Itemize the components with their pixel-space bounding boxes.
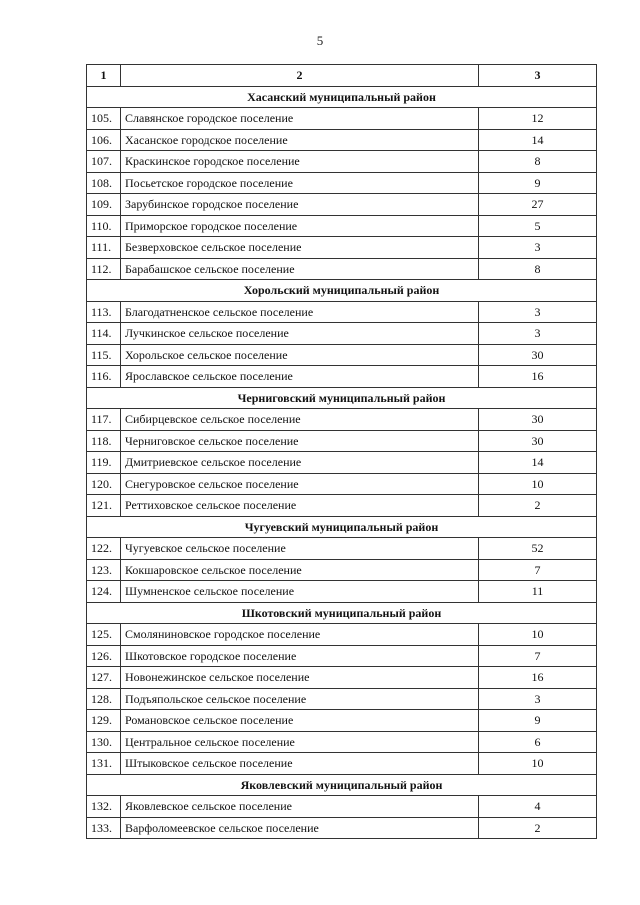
value-cell: 3	[479, 323, 597, 345]
settlement-name-cell: Чугуевское сельское поселение	[121, 538, 479, 560]
table-row	[87, 581, 597, 603]
settlement-name-cell: Лучкинское сельское поселение	[121, 323, 479, 345]
row-number-cell: 108.	[87, 172, 121, 194]
table-row	[87, 688, 597, 710]
district-title: Шкотовский муниципальный район	[87, 602, 597, 624]
value-cell: 10	[479, 473, 597, 495]
settlement-name-cell: Центральное сельское поселение	[121, 731, 479, 753]
row-number-cell: 118.	[87, 430, 121, 452]
value-cell: 10	[479, 624, 597, 646]
table-row	[87, 129, 597, 151]
row-number-cell: 126.	[87, 645, 121, 667]
district-section-row	[87, 280, 597, 302]
table-row	[87, 645, 597, 667]
table-row	[87, 559, 597, 581]
value-cell: 10	[479, 753, 597, 775]
district-title: Хасанский муниципальный район	[87, 86, 597, 108]
value-cell: 5	[479, 215, 597, 237]
district-title: Хорольский муниципальный район	[87, 280, 597, 302]
table-row	[87, 430, 597, 452]
district-section-row	[87, 387, 597, 409]
value-cell: 2	[479, 817, 597, 839]
value-cell: 8	[479, 258, 597, 280]
district-section-row	[87, 602, 597, 624]
value-cell: 6	[479, 731, 597, 753]
value-cell: 3	[479, 237, 597, 259]
settlements-table	[86, 64, 597, 839]
row-number-cell: 110.	[87, 215, 121, 237]
table-row	[87, 151, 597, 173]
table-row	[87, 301, 597, 323]
settlement-name-cell: Смоляниновское городское поселение	[121, 624, 479, 646]
settlement-name-cell: Снегуровское сельское поселение	[121, 473, 479, 495]
column-header-1: 1	[87, 65, 121, 87]
table-row	[87, 817, 597, 839]
settlement-name-cell: Барабашское сельское поселение	[121, 258, 479, 280]
row-number-cell: 129.	[87, 710, 121, 732]
table-row	[87, 452, 597, 474]
table-row	[87, 215, 597, 237]
settlement-name-cell: Дмитриевское сельское поселение	[121, 452, 479, 474]
settlement-name-cell: Штыковское сельское поселение	[121, 753, 479, 775]
row-number-cell: 133.	[87, 817, 121, 839]
table-header-row	[87, 65, 597, 87]
settlement-name-cell: Яковлевское сельское поселение	[121, 796, 479, 818]
row-number-cell: 119.	[87, 452, 121, 474]
value-cell: 11	[479, 581, 597, 603]
column-header-2: 2	[121, 65, 479, 87]
settlement-name-cell: Ярославское сельское поселение	[121, 366, 479, 388]
settlement-name-cell: Приморское городское поселение	[121, 215, 479, 237]
row-number-cell: 132.	[87, 796, 121, 818]
row-number-cell: 114.	[87, 323, 121, 345]
table-row	[87, 323, 597, 345]
table-row	[87, 538, 597, 560]
value-cell: 8	[479, 151, 597, 173]
district-section-row	[87, 516, 597, 538]
value-cell: 30	[479, 344, 597, 366]
row-number-cell: 130.	[87, 731, 121, 753]
table-row	[87, 495, 597, 517]
table-row	[87, 731, 597, 753]
settlement-name-cell: Шумненское сельское поселение	[121, 581, 479, 603]
value-cell: 4	[479, 796, 597, 818]
settlement-name-cell: Кокшаровское сельское поселение	[121, 559, 479, 581]
value-cell: 14	[479, 452, 597, 474]
settlement-name-cell: Краскинское городское поселение	[121, 151, 479, 173]
settlement-name-cell: Безверховское сельское поселение	[121, 237, 479, 259]
district-title: Чугуевский муниципальный район	[87, 516, 597, 538]
table-row	[87, 237, 597, 259]
settlement-name-cell: Славянское городское поселение	[121, 108, 479, 130]
value-cell: 16	[479, 366, 597, 388]
settlement-name-cell: Сибирцевское сельское поселение	[121, 409, 479, 431]
row-number-cell: 106.	[87, 129, 121, 151]
row-number-cell: 123.	[87, 559, 121, 581]
district-section-row	[87, 86, 597, 108]
district-title: Яковлевский муниципальный район	[87, 774, 597, 796]
row-number-cell: 128.	[87, 688, 121, 710]
table-row	[87, 344, 597, 366]
value-cell: 52	[479, 538, 597, 560]
table-row	[87, 473, 597, 495]
row-number-cell: 120.	[87, 473, 121, 495]
value-cell: 3	[479, 301, 597, 323]
value-cell: 7	[479, 559, 597, 581]
table-row	[87, 258, 597, 280]
row-number-cell: 107.	[87, 151, 121, 173]
value-cell: 2	[479, 495, 597, 517]
value-cell: 7	[479, 645, 597, 667]
row-number-cell: 111.	[87, 237, 121, 259]
value-cell: 3	[479, 688, 597, 710]
table-row	[87, 172, 597, 194]
row-number-cell: 109.	[87, 194, 121, 216]
table-body	[87, 86, 597, 839]
row-number-cell: 105.	[87, 108, 121, 130]
table-row	[87, 667, 597, 689]
value-cell: 14	[479, 129, 597, 151]
row-number-cell: 131.	[87, 753, 121, 775]
value-cell: 30	[479, 430, 597, 452]
value-cell: 9	[479, 710, 597, 732]
settlement-name-cell: Варфоломеевское сельское поселение	[121, 817, 479, 839]
page-number: 5	[316, 33, 324, 48]
row-number-cell: 121.	[87, 495, 121, 517]
district-title: Черниговский муниципальный район	[87, 387, 597, 409]
row-number-cell: 117.	[87, 409, 121, 431]
value-cell: 12	[479, 108, 597, 130]
settlement-name-cell: Хорольское сельское поселение	[121, 344, 479, 366]
table-row	[87, 710, 597, 732]
value-cell: 30	[479, 409, 597, 431]
column-header-3: 3	[479, 65, 597, 87]
settlement-name-cell: Новонежинское сельское поселение	[121, 667, 479, 689]
table-row	[87, 624, 597, 646]
table-row	[87, 796, 597, 818]
row-number-cell: 122.	[87, 538, 121, 560]
table-row	[87, 108, 597, 130]
row-number-cell: 124.	[87, 581, 121, 603]
settlement-name-cell: Благодатненское сельское поселение	[121, 301, 479, 323]
district-section-row	[87, 774, 597, 796]
value-cell: 9	[479, 172, 597, 194]
row-number-cell: 116.	[87, 366, 121, 388]
table-row	[87, 366, 597, 388]
table-row	[87, 194, 597, 216]
settlement-name-cell: Посьетское городское поселение	[121, 172, 479, 194]
table-row	[87, 409, 597, 431]
settlement-name-cell: Шкотовское городское поселение	[121, 645, 479, 667]
settlement-name-cell: Романовское сельское поселение	[121, 710, 479, 732]
settlement-name-cell: Зарубинское городское поселение	[121, 194, 479, 216]
settlement-name-cell: Реттиховское сельское поселение	[121, 495, 479, 517]
row-number-cell: 113.	[87, 301, 121, 323]
row-number-cell: 115.	[87, 344, 121, 366]
row-number-cell: 112.	[87, 258, 121, 280]
settlement-name-cell: Подъяпольское сельское поселение	[121, 688, 479, 710]
table-row	[87, 753, 597, 775]
settlement-name-cell: Хасанское городское поселение	[121, 129, 479, 151]
settlement-name-cell: Черниговское сельское поселение	[121, 430, 479, 452]
row-number-cell: 125.	[87, 624, 121, 646]
value-cell: 16	[479, 667, 597, 689]
value-cell: 27	[479, 194, 597, 216]
row-number-cell: 127.	[87, 667, 121, 689]
